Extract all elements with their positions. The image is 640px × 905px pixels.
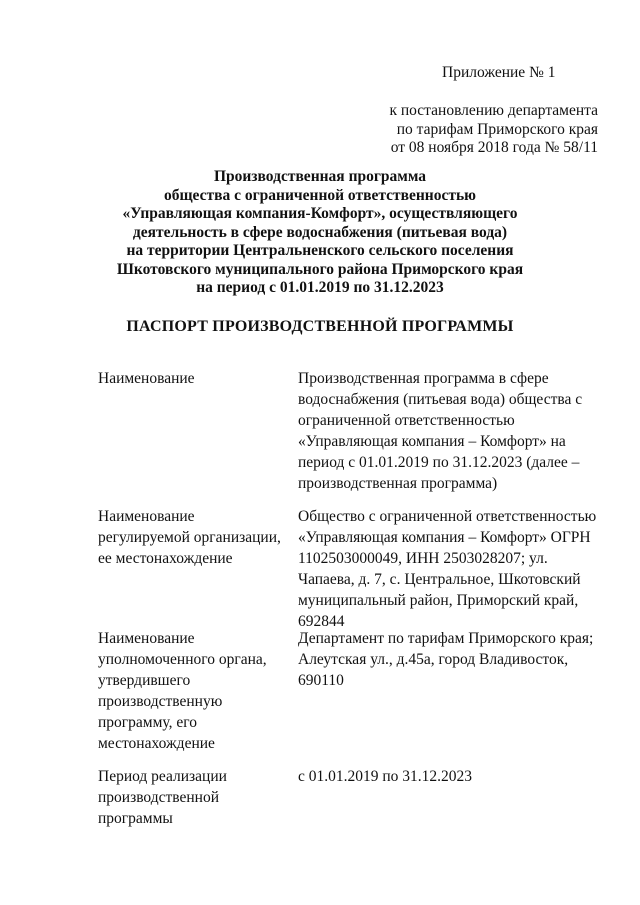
label-line: программу, его: [98, 714, 197, 731]
program-title-line: общества с ограниченной ответственностью: [163, 186, 477, 204]
label-line: утвердившего: [98, 672, 191, 689]
row-label: [98, 506, 288, 569]
value-line: 692844: [298, 613, 345, 630]
value-line: производственная программа): [298, 475, 498, 492]
row-value: [298, 368, 598, 494]
program-title-line: на период с 01.01.2019 по 31.12.2023: [196, 279, 444, 296]
program-title-line: Производственная программа: [213, 168, 427, 185]
program-title-line: на территории Центральненского сельского поселения: [126, 242, 514, 259]
row-label: [98, 766, 288, 829]
value-line: 1102503000049, ИНН 2503028207; ул.: [298, 550, 548, 567]
label-line: местонахождение: [98, 735, 215, 752]
value-line: Производственная программа в сфере: [298, 370, 549, 387]
label-line: производственную: [98, 693, 223, 710]
value-line: 690110: [298, 672, 344, 689]
passport-heading: ПАСПОРТ ПРОИЗВОДСТВЕННОЙ ПРОГРАММЫ: [126, 318, 514, 335]
program-title-line: деятельность в сфере водоснабжения (питьевая вода): [132, 223, 508, 241]
row-value: [298, 506, 598, 632]
label-line: Наименование: [98, 370, 195, 387]
label-line: Период реализации: [98, 768, 227, 785]
row-label: [98, 628, 288, 754]
decree-line: по тарифам Приморского края: [396, 120, 598, 138]
decree-line: от 08 ноября 2018 года № 58/11: [390, 139, 598, 156]
value-line: Департамент по тарифам Приморского края;: [298, 630, 594, 647]
label-line: Наименование: [98, 630, 195, 647]
row-value: [298, 766, 598, 787]
row-value: [298, 628, 598, 691]
value-line: Алеутская ул., д.45а, город Владивосток,: [298, 651, 569, 668]
label-line: программы: [98, 810, 173, 827]
value-line: Чапаева, д. 7, с. Центральное, Шкотовский: [298, 571, 581, 588]
value-line: Общество с ограниченной ответственностью: [298, 508, 597, 525]
value-line: муниципальный район, Приморский край,: [298, 592, 579, 609]
label-line: ее местонахождение: [98, 550, 233, 567]
value-line: ограниченной ответственностью: [298, 412, 515, 429]
value-line: с 01.01.2019 по 31.12.2023: [298, 768, 473, 785]
value-line: период с 01.01.2019 по 31.12.2023 (далее –: [298, 454, 580, 471]
value-line: «Управляющая компания – Комфорт» ОГРН: [298, 529, 591, 546]
value-line: «Управляющая компания – Комфорт» на: [298, 433, 566, 450]
decree-line: к постановлению департамента: [389, 102, 598, 119]
label-line: производственной: [98, 789, 220, 806]
label-line: уполномоченного органа,: [98, 651, 267, 668]
label-line: Наименование: [98, 508, 195, 525]
program-title: [40, 168, 600, 298]
program-title-line: «Управляющая компания-Комфорт», осуществляющего: [122, 205, 518, 222]
label-line: регулируемой организации,: [98, 529, 281, 546]
value-line: водоснабжения (питьевая вода) общества с: [298, 391, 583, 408]
appendix-number: Приложение № 1: [442, 64, 556, 81]
row-label: [98, 368, 288, 389]
decree-reference: [388, 102, 598, 158]
program-title-line: Шкотовского муниципального района Приморского края: [116, 260, 524, 278]
